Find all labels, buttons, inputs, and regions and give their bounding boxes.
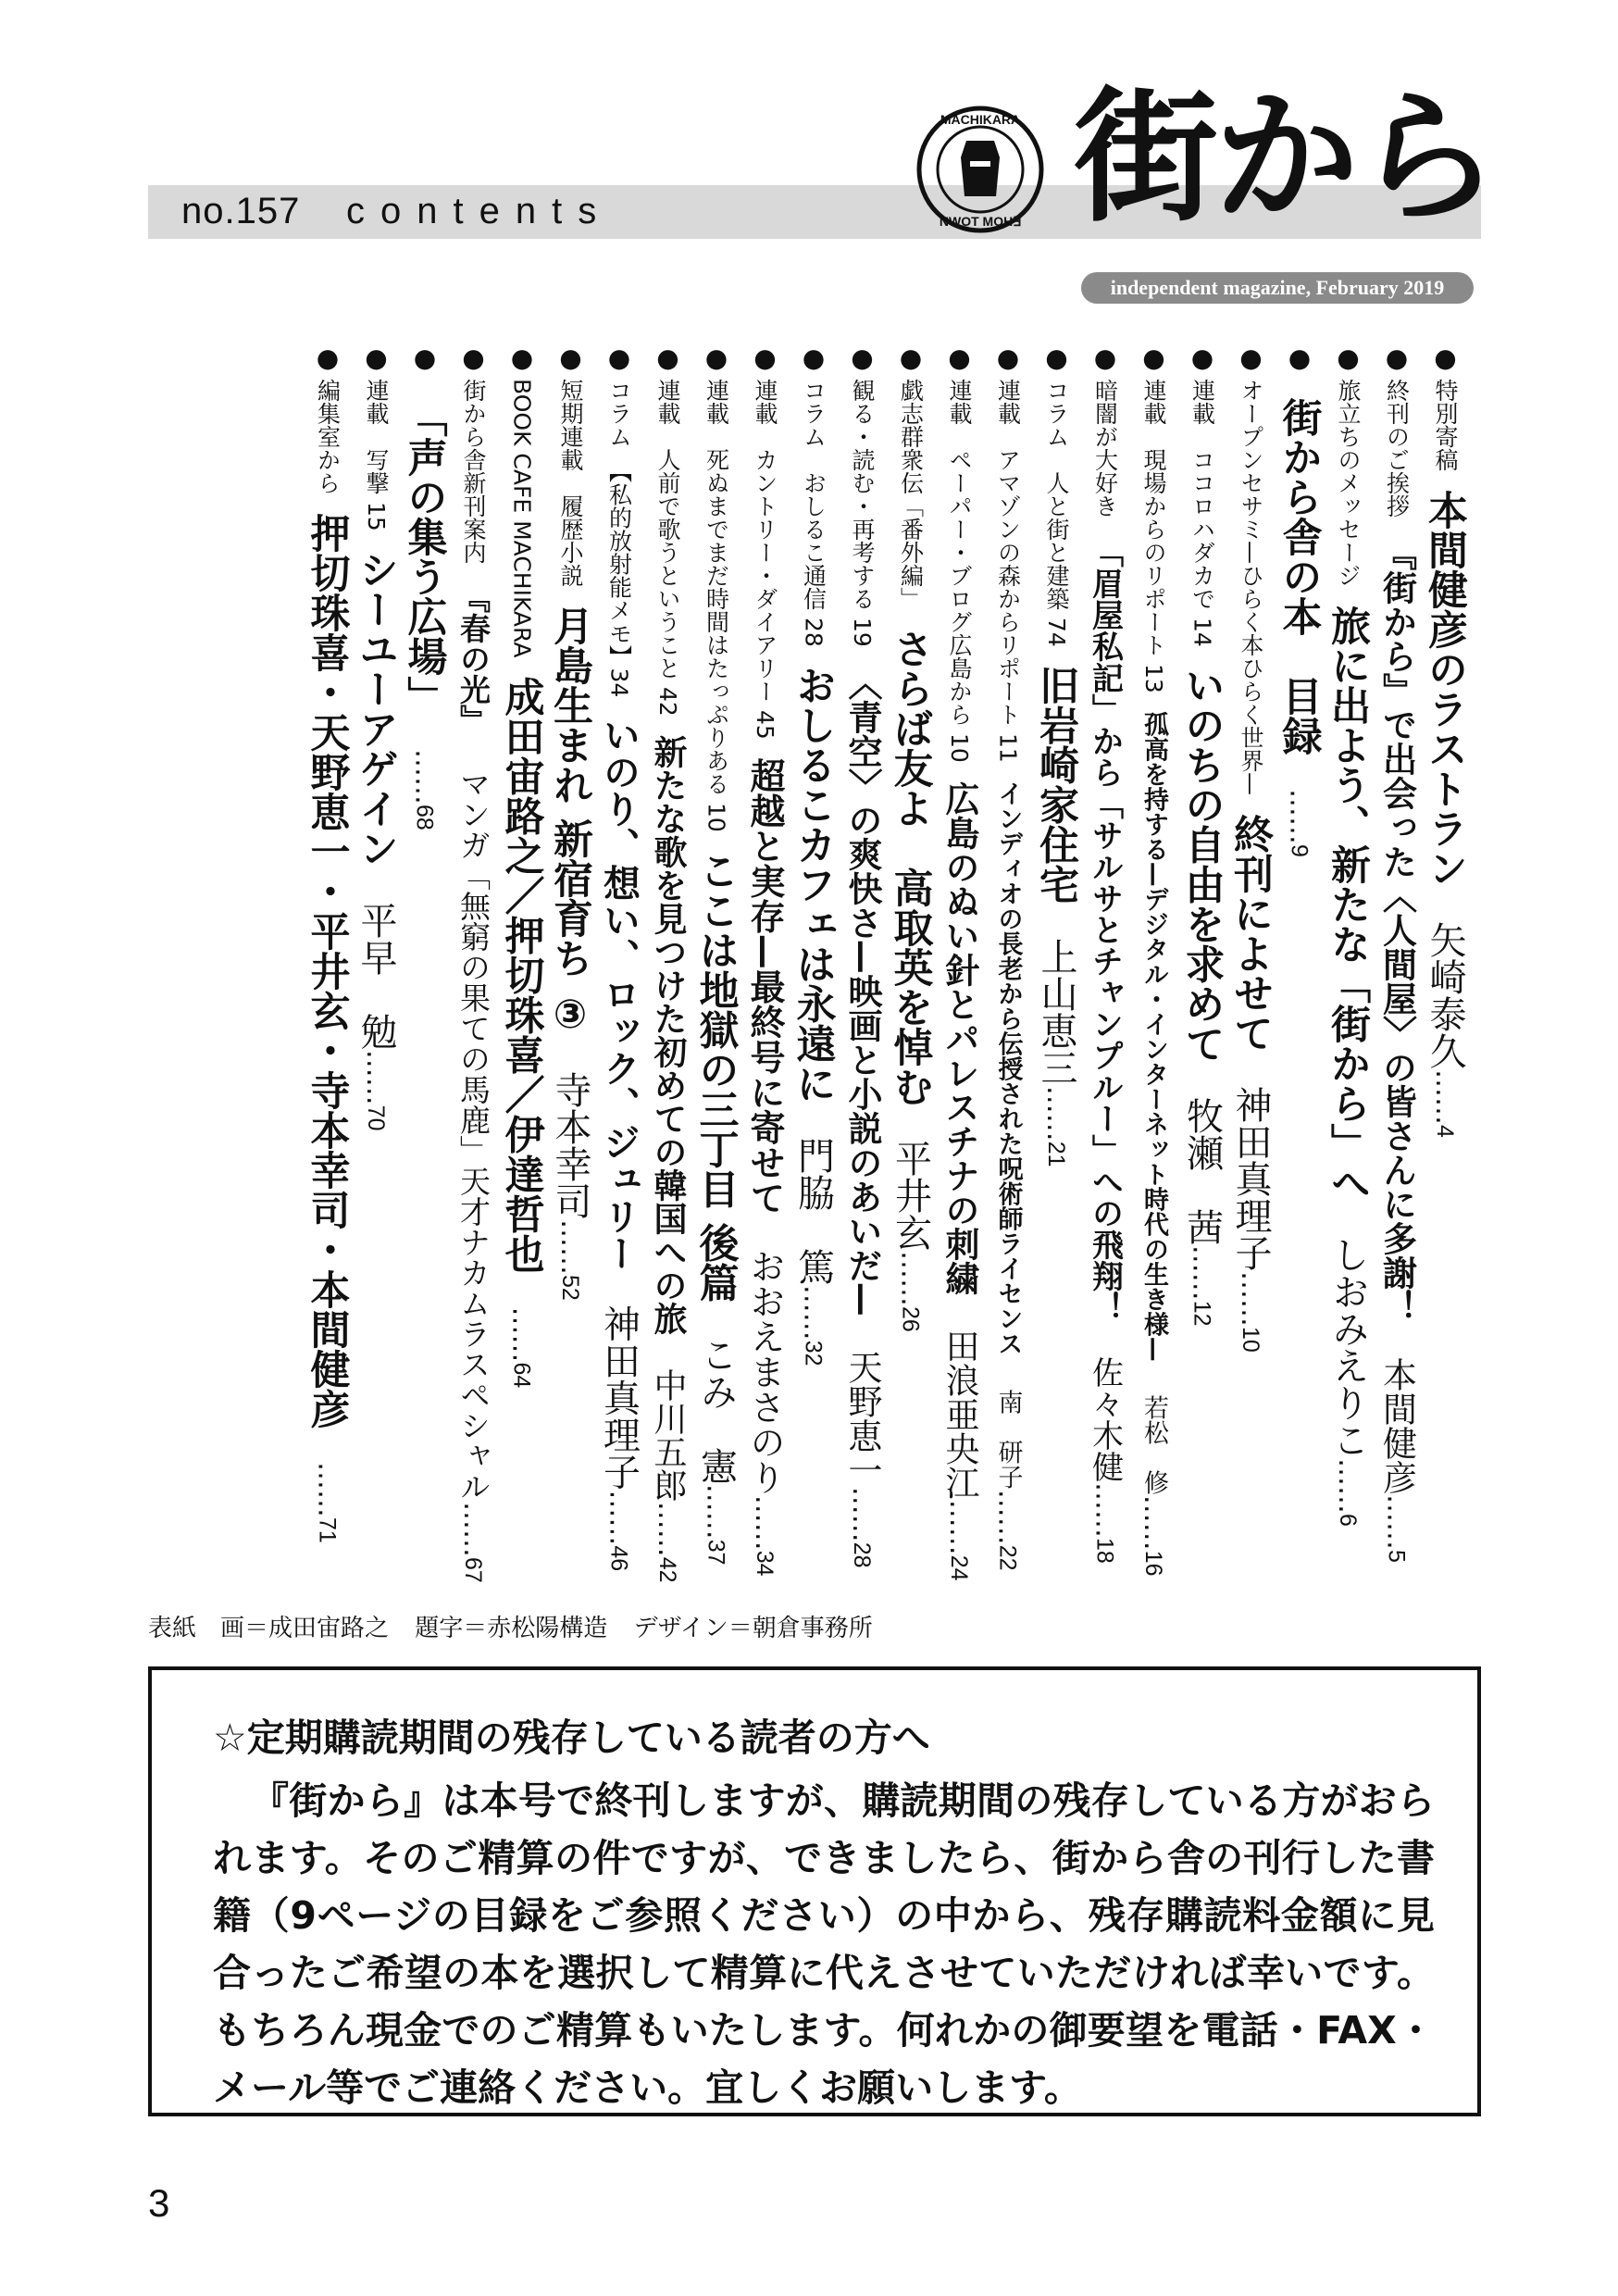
toc-title: 街から舎の本 目録 — [1276, 397, 1323, 755]
toc-label: 連載 ココロハダカで 14 — [1189, 379, 1216, 647]
toc-entry — [835, 343, 889, 1583]
bullet-icon: ● — [1187, 343, 1218, 373]
leader-dots: …… — [652, 1501, 684, 1557]
toc-title: ここは地獄の三丁目 後篇 — [692, 850, 740, 1303]
bullet-icon: ● — [992, 343, 1024, 373]
toc-title: 旧岩崎家住宅 — [1033, 665, 1079, 905]
bullet-icon: ● — [361, 343, 392, 373]
title-lettering-credit: 題字＝赤松陽構造 — [415, 1615, 608, 1642]
toc-label: 終刊のご挨拶 — [1383, 379, 1411, 518]
toc-author: 矢崎泰久 — [1424, 921, 1466, 1069]
leader-dots: …… — [1332, 1458, 1364, 1514]
toc-page: 10 — [1238, 1327, 1263, 1353]
bullet-icon: ● — [1333, 343, 1363, 373]
emblem-text-top: MACHIKARA — [940, 112, 1021, 127]
bullet-icon: ● — [312, 343, 343, 373]
toc-entry — [1176, 343, 1229, 1583]
magazine-logo: 街から — [1074, 73, 1496, 242]
notice-body: 『街から』は本号で終刊しますが、購読期間の残存している方がおられます。そのご精算の件ですが、できましたら、街から舎の刊行した書籍（9ページの目録をご参照ください）の中から、残存購読料金額に見合ったご希望の本を選択して精算に代えさせていただければ幸いです。もちろん現金でのご精算もいたします。何れかの御要望を電話・FAX・メール等でご連絡ください。宜しくお願いします。 — [213, 1778, 1435, 2110]
toc-page: 26 — [897, 1306, 924, 1332]
toc-title: シーユーアゲイン — [353, 549, 399, 868]
toc-label: コラム 人と街と建築 74 — [1043, 379, 1070, 647]
toc-entry — [932, 343, 986, 1583]
leader-dots: …… — [408, 749, 442, 805]
toc-title: 終刊によせて — [1227, 814, 1274, 1053]
toc-page: 68 — [411, 805, 438, 830]
toc-title: インディオの長老から伝授された呪術師ライセンス — [993, 780, 1023, 1356]
toc-title: 『街から』で出会った〈人間屋〉の皆さんに多謝！ — [1376, 536, 1417, 1324]
leader-dots: …… — [991, 1489, 1025, 1545]
toc-entry — [981, 343, 1035, 1583]
toc-title: 超越と実存—最終号に寄せて — [744, 757, 785, 1216]
bullet-icon: ● — [1430, 343, 1461, 373]
leader-dots: …… — [1235, 1271, 1267, 1327]
toc-entry — [543, 343, 597, 1583]
leader-dots: …… — [700, 1483, 733, 1540]
toc-label: 連載 写撃 15 — [363, 379, 390, 531]
design-credit: デザイン＝朝倉事務所 — [633, 1615, 873, 1642]
toc-label: 短期連載 履歴小説 — [557, 379, 584, 587]
toc-entry — [738, 343, 791, 1583]
toc-author: 本間健彦 — [1376, 1357, 1417, 1494]
toc-title: 〈青空〉の爽快さ—映画と小説のあいだ— — [842, 665, 882, 1316]
toc-entry — [1224, 343, 1277, 1583]
leader-dots: …… — [505, 1306, 539, 1363]
toc-title: 孤高を持する—デジタル・インターネット時代の生き様— — [1139, 711, 1168, 1362]
toc-label: BOOK CAFE MACHIKARA — [508, 379, 536, 658]
toc-author: 門脇 篤 — [791, 1136, 835, 1285]
toc-page: 4 — [1432, 1125, 1458, 1138]
leader-dots: …… — [894, 1251, 927, 1306]
toc-author: しおみえりこ — [1326, 1236, 1369, 1458]
toc-author: 若松 修 — [1139, 1394, 1168, 1495]
toc-label: 編集室から — [314, 379, 342, 494]
toc-entry — [1029, 343, 1083, 1583]
toc-label: コラム 【私的放射能メモ】34 — [605, 379, 633, 698]
toc-page: 28 — [849, 1541, 875, 1568]
leader-dots: …… — [311, 1462, 344, 1517]
toc-page: 42 — [654, 1556, 680, 1583]
bullet-icon: ● — [1381, 343, 1413, 373]
toc-author: 佐々木健 — [1086, 1356, 1124, 1482]
toc-entry — [1273, 343, 1326, 1583]
toc-entry — [592, 343, 646, 1583]
toc-title: 押切珠喜・天野恵一・平井玄・寺本幸司・本間健彦 — [304, 513, 351, 1429]
toc-label: 旅立ちのメッセージ — [1335, 379, 1362, 587]
toc-page: 22 — [994, 1544, 1021, 1571]
leader-dots: …… — [1040, 1085, 1073, 1142]
bullet-icon: ● — [555, 343, 586, 373]
bullet-icon: ● — [798, 343, 829, 373]
toc-label: 暗闇が大好き — [1091, 379, 1119, 518]
toc-page: 12 — [1189, 1300, 1215, 1327]
cover-credit: 表紙 画＝成田宙路之 — [148, 1615, 390, 1642]
toc-entry — [301, 343, 355, 1583]
leader-dots: …… — [554, 1218, 587, 1275]
bullet-icon: ● — [1089, 343, 1121, 373]
toc-page: 64 — [508, 1362, 535, 1389]
toc-label: オープンセサミ—ひらく本ひらく世界— — [1238, 379, 1264, 795]
bullet-icon: ● — [458, 343, 489, 373]
toc-label: 特別寄稿 — [1432, 379, 1459, 471]
leader-dots: …… — [1283, 789, 1316, 844]
bullet-icon: ● — [944, 343, 975, 373]
toc-title: 「眉屋私記」から「サルサとチャンプルー」への飛翔！ — [1086, 536, 1124, 1323]
toc-title: 新たな歌を見つけた初めての韓国への旅 — [649, 734, 687, 1335]
toc-page: 34 — [752, 1550, 778, 1577]
toc-entry — [1078, 343, 1132, 1583]
bullet-icon: ● — [653, 343, 683, 373]
leader-dots: …… — [749, 1494, 781, 1551]
subscriber-notice — [148, 1666, 1481, 2116]
toc-label: 連載 アマゾンの森からリポート 11 — [994, 379, 1022, 763]
toc-title: 成田宙路之／押切珠喜／伊達哲也 — [498, 676, 545, 1274]
toc-entry — [1321, 343, 1375, 1583]
toc-title: 「声の集う広場」 — [401, 397, 448, 716]
toc-label: 連載 現場からのリポート 13 — [1140, 379, 1167, 693]
contents-label: contents — [346, 191, 613, 231]
toc-title: いのちの自由を求めて — [1178, 665, 1226, 1064]
toc-author: 平井玄 — [889, 1140, 932, 1251]
bullet-icon: ● — [1041, 343, 1072, 373]
toc-label: 連載 カントリー・ダイアリー 45 — [752, 379, 778, 740]
emblem-text-bottom: NWOT MOH∃ — [939, 214, 1022, 229]
toc-author: 平早 勉 — [355, 901, 397, 1050]
toc-label: 戯志群衆伝「番外編」 — [897, 379, 925, 610]
bullet-icon: ● — [847, 343, 877, 373]
toc-title: 旅に出よう、新たな「街から」へ — [1325, 605, 1371, 1203]
bullet-icon: ● — [409, 343, 441, 373]
toc-title: 月島生まれ 新宿育ち ③ — [547, 605, 593, 1038]
toc-author: 南 研子 — [993, 1389, 1023, 1490]
leader-dots: …… — [797, 1284, 830, 1341]
toc-entry — [349, 343, 403, 1583]
toc-label: 観る・読む・再考する 19 — [849, 379, 876, 647]
toc-page: 21 — [1043, 1141, 1069, 1167]
bullet-icon: ● — [1236, 343, 1266, 373]
toc-author: こみ 憲 — [694, 1335, 738, 1484]
toc-page: 70 — [363, 1104, 389, 1131]
bullet-icon: ● — [1284, 343, 1315, 373]
toc-label: 連載 人前で歌うということ 42 — [654, 379, 681, 717]
toc-label: 連載 死ぬまでまだ時間はたっぷりある 10 — [703, 379, 730, 832]
leader-dots: …… — [1089, 1482, 1122, 1538]
bullet-icon: ● — [1139, 343, 1169, 373]
toc-entry — [398, 343, 452, 1583]
toc-page: 32 — [800, 1340, 827, 1366]
toc-entry — [690, 343, 743, 1583]
toc-entry — [446, 343, 500, 1583]
toc-page: 46 — [605, 1545, 632, 1572]
issue-number: no.157 — [181, 191, 301, 231]
toc-entry — [1370, 343, 1424, 1583]
toc-author: 田浪亜央江 — [940, 1328, 979, 1500]
leader-dots: …… — [1380, 1494, 1413, 1550]
toc-page: 16 — [1140, 1550, 1166, 1577]
toc-page: 9 — [1286, 844, 1313, 857]
bullet-icon: ● — [895, 343, 927, 373]
page-number: 3 — [148, 2181, 170, 2225]
toc-entry — [495, 343, 549, 1583]
leader-dots: …… — [1138, 1494, 1170, 1551]
toc-entry — [787, 343, 840, 1583]
leader-dots: …… — [1186, 1244, 1219, 1301]
toc-title: 本間健彦のラストラン — [1422, 490, 1468, 888]
toc-author: 中川五郎 — [649, 1367, 687, 1502]
bullet-icon: ● — [750, 343, 780, 373]
toc-page: 37 — [703, 1539, 729, 1566]
emblem-icon — [915, 104, 1046, 235]
leader-dots: …… — [846, 1486, 878, 1542]
leader-dots: …… — [1429, 1069, 1462, 1125]
toc-author: 上山恵三 — [1035, 937, 1077, 1086]
leader-dots: …… — [457, 1502, 490, 1557]
toc-page: 24 — [946, 1554, 972, 1581]
toc-author: 神田真理子 — [597, 1304, 641, 1491]
toc-label: 街から舎新刊案内 — [460, 379, 487, 564]
toc-entry — [641, 343, 694, 1583]
toc-author: 牧瀬 茜 — [1180, 1096, 1224, 1245]
toc-page: 71 — [314, 1517, 341, 1543]
notice-heading: ☆定期購読期間の残存している読者の方へ — [213, 1716, 930, 1760]
leader-dots: …… — [360, 1049, 392, 1105]
cover-credits — [148, 1609, 891, 1643]
toc-author: 寺本幸司 — [549, 1070, 591, 1219]
toc-page: 67 — [460, 1557, 486, 1583]
toc-page: 52 — [557, 1274, 583, 1301]
leader-dots: …… — [943, 1499, 976, 1555]
toc-author: 神田真理子 — [1229, 1086, 1272, 1271]
leader-dots: …… — [603, 1490, 636, 1546]
toc-entry — [1126, 343, 1180, 1583]
toc-author: 天野恵一 — [842, 1349, 882, 1487]
toc-title: いのり、想い、ロック、ジュリー — [597, 716, 641, 1272]
toc-title: 広島のぬい針とパレスチナの刺繍 — [940, 780, 979, 1295]
toc-page: 5 — [1383, 1550, 1410, 1563]
tagline-badge: independent magazine, February 2019 — [1081, 272, 1474, 304]
toc-entry — [884, 343, 938, 1583]
toc-author: マンガ「無窮の果ての馬鹿」天才ナカムラスペシャル — [455, 768, 492, 1502]
bullet-icon: ● — [604, 343, 635, 373]
toc-author: おおえまさのり — [744, 1248, 785, 1495]
bullet-icon: ● — [701, 343, 732, 373]
toc-label: 連載 ペーパー・ブログ広島から 10 — [946, 379, 973, 763]
toc-title: さらば友よ 高取英を悼む — [887, 629, 934, 1106]
toc-label: コラム おしるこ通信 28 — [800, 379, 828, 647]
toc-title: おしるこカフェは永遠に — [790, 665, 837, 1104]
toc-page: 6 — [1335, 1514, 1361, 1527]
toc-entry — [1418, 343, 1472, 1583]
toc-title: 『春の光』 — [455, 582, 492, 735]
bullet-icon: ● — [506, 343, 538, 373]
toc-page: 18 — [1091, 1538, 1118, 1564]
